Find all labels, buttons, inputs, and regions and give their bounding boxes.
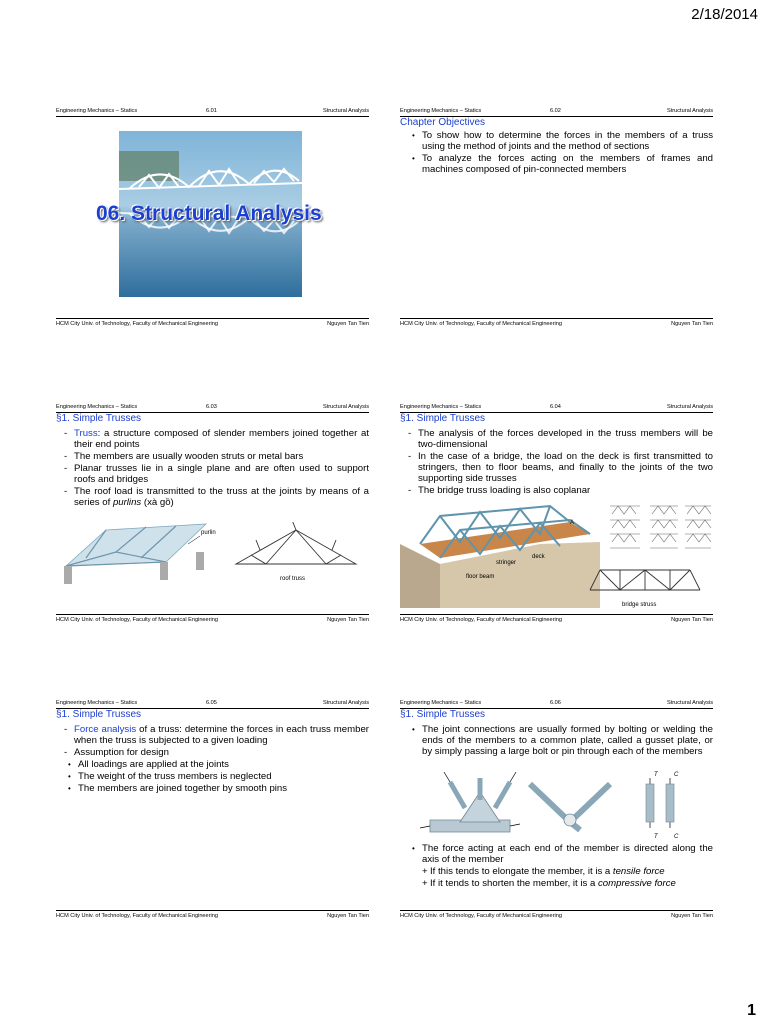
list-item: - Assumption for design [64,747,169,758]
deck-label: deck [532,554,545,560]
joint-a-label: A [570,520,575,526]
force-analysis-term: Force analysis [74,724,137,735]
header-course: Engineering Mechanics – Statics [56,108,138,114]
slide-header [400,700,713,709]
footer-university: HCM City Univ. of Technology, Faculty of Mechanical Engineering [400,617,562,623]
slide-body [56,724,369,795]
slide-body [400,130,713,176]
section-title: §1. Simple Trusses [400,413,486,424]
purlin-label: purlin [201,530,216,536]
compression-label-top: C [674,772,679,778]
floor-beam-label: floor beam [466,574,495,580]
header-course: Engineering Mechanics – Statics [56,700,138,706]
assumption-item: • All loadings are applied at the joints [68,759,229,770]
header-slide-number: 6.02 [550,108,561,114]
footer-author: Nguyen Tan Tien [671,321,713,327]
header-course: Engineering Mechanics – Statics [400,404,482,410]
list-item: - The bridge truss loading is also coplanar [408,485,591,496]
page-date: 2/18/2014 [691,6,758,23]
slide-6-01 [56,108,369,328]
stringer-label: stringer [496,560,517,566]
compression-label-bottom: C [674,834,679,840]
slide-footer [400,614,713,624]
roof-truss-label: roof truss [280,576,306,582]
slide-footer [56,318,369,328]
section-title: Chapter Objectives [400,117,486,128]
slide-header [400,404,713,413]
list-item: + If this tends to elongate the member, it is a tensile force [422,866,665,877]
list-item: • The joint connections are usually formed by bolting or welding the ends of the members to a common plate, called a gusset plate, or by simply passing a large bolt or pin through each of the members [412,724,713,757]
header-chapter: Structural Analysis [322,108,369,114]
slide-6-03 [56,404,369,624]
header-slide-number: 6.01 [206,108,217,114]
header-course: Engineering Mechanics – Statics [400,108,482,114]
slide-6-02 [400,108,713,328]
footer-author: Nguyen Tan Tien [671,913,713,919]
list-item: - Truss: a structure composed of slender members joined together at their end points [64,428,369,450]
header-chapter: Structural Analysis [666,404,713,410]
footer-author: Nguyen Tan Tien [327,617,369,623]
list-item: - Force analysis of a truss: determine the forces in each truss member when the truss is subjected to a given loading [64,724,369,746]
compressive-term: compressive force [597,878,676,889]
slide-footer [400,318,713,328]
header-chapter: Structural Analysis [322,700,369,706]
slide-header [56,404,369,413]
slide-footer [56,910,369,920]
slide-6-04 [400,404,713,624]
slide-body [400,428,713,497]
bridge-truss-label: bridge struss [622,602,657,608]
header-course: Engineering Mechanics – Statics [56,404,138,410]
footer-university: HCM City Univ. of Technology, Faculty of Mechanical Engineering [400,321,562,327]
tension-label-bottom: T [654,834,658,840]
slide-header [56,108,369,117]
roof-truss-figure [56,522,369,596]
list-item: - The members are usually wooden struts or metal bars [64,451,304,462]
tension-label-top: T [654,772,658,778]
tensile-term: tensile force [612,866,665,877]
list-item: - Planar trusses lie in a single plane and are often used to support roofs and bridges [64,463,369,485]
list-item: - The analysis of the forces developed in the truss members will be two-dimensional [408,428,713,450]
list-item: + If it tends to shorten the member, it is a compressive force [422,878,676,889]
header-course: Engineering Mechanics – Statics [400,700,482,706]
gusset-plate-figure [420,770,720,842]
footer-author: Nguyen Tan Tien [327,913,369,919]
header-slide-number: 6.03 [206,404,217,410]
truss-term: Truss [74,428,98,439]
bridge-truss-figure [400,504,713,612]
slide-title: 06. Structural Analysis [96,202,322,225]
slide-body-lower [400,843,713,890]
header-chapter: Structural Analysis [666,700,713,706]
list-item: • The force acting at each end of the member is directed along the axis of the member [412,843,713,865]
assumption-item: • The weight of the truss members is neglected [68,771,272,782]
slide-footer [56,614,369,624]
header-chapter: Structural Analysis [322,404,369,410]
slide-header [400,108,713,117]
section-title: §1. Simple Trusses [56,709,142,720]
slide-body [400,724,713,758]
footer-author: Nguyen Tan Tien [671,617,713,623]
slide-footer [400,910,713,920]
footer-university: HCM City Univ. of Technology, Faculty of Mechanical Engineering [400,913,562,919]
footer-university: HCM City Univ. of Technology, Faculty of Mechanical Engineering [56,321,218,327]
slide-body [56,428,369,509]
footer-author: Nguyen Tan Tien [327,321,369,327]
slide-6-06 [400,700,713,920]
header-slide-number: 6.04 [550,404,561,410]
footer-university: HCM City Univ. of Technology, Faculty of Mechanical Engineering [56,913,218,919]
assumption-item: • The members are joined together by smooth pins [68,783,288,794]
header-chapter: Structural Analysis [666,108,713,114]
list-item: - In the case of a bridge, the load on the deck is first transmitted to stringers, then to floor beams, and finally to the joints of the two supporting side trusses [408,451,713,484]
objective-item: • To analyze the forces acting on the members of frames and machines composed of pin-connected members [412,153,713,175]
page-number: 1 [747,1002,756,1019]
header-slide-number: 6.05 [206,700,217,706]
footer-university: HCM City Univ. of Technology, Faculty of Mechanical Engineering [56,617,218,623]
section-title: §1. Simple Trusses [400,709,486,720]
slide-6-05 [56,700,369,920]
objective-item: • To show how to determine the forces in the members of a truss using the method of joints and the method of sections [412,130,713,152]
section-title: §1. Simple Trusses [56,413,142,424]
header-slide-number: 6.06 [550,700,561,706]
slide-header [56,700,369,709]
list-item: - The roof load is transmitted to the truss at the joints by means of a series of purlins (xà gồ) [64,486,369,508]
